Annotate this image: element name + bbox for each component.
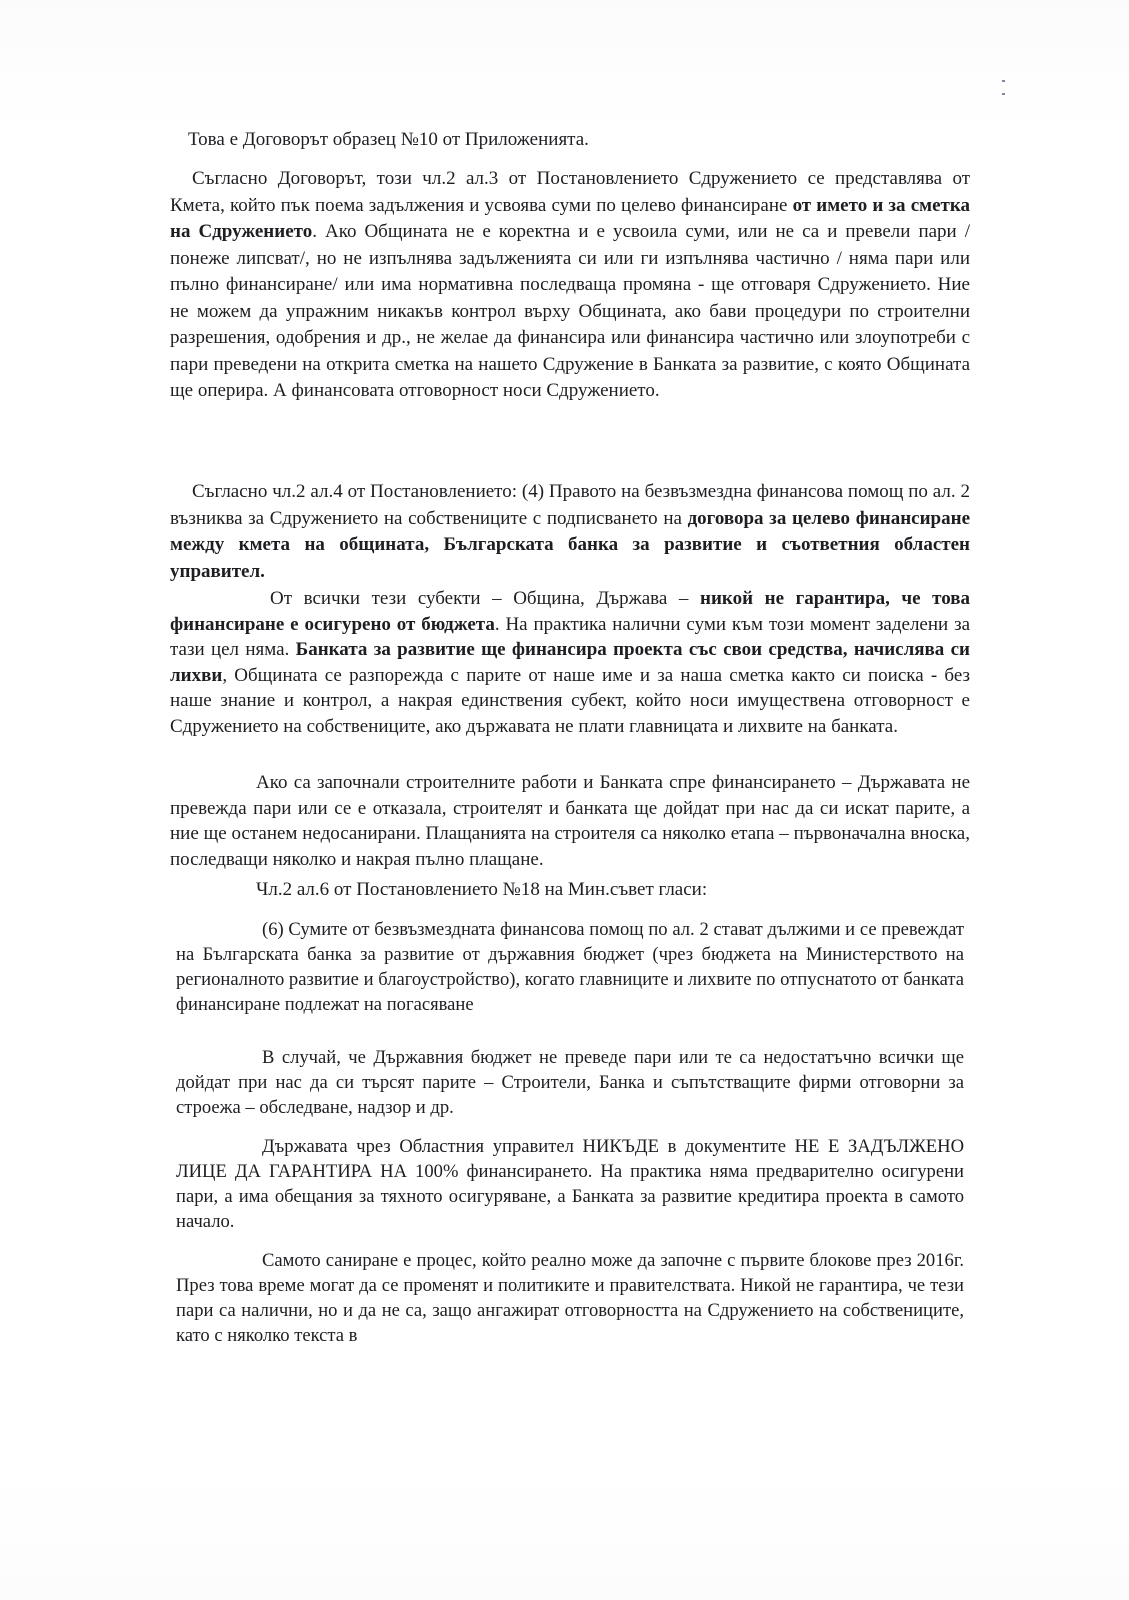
paragraph-article-4: Съгласно чл.2 ал.4 от Постановлението: (4) Правото на безвъзмездна финансова помощ по ал. 2 възниква за Сдружението на собствениците с подписването на договора за целево финансиране между кмета на общината, Българската банка за развитие и съответния областен управител.: [170, 481, 971, 582]
emphasis-text: никой не гарантира, че това финансиране е осигурено от бюджета: [170, 588, 970, 635]
paragraph-contract-article-3: Съгласно Договорът, този чл.2 ал.3 от Постановлението Сдружението се представлява от Кмета, който пък поема задължения и усвоява суми по целево финансиране от името и за сметка на Сдружението. Ако Общината не е коректна и е усвоила суми, или не са и превели пари /понеже липсват/, но не изпълнява задълженията си или ги изпълнява частично / няма пари или пълно финансиране/ или има нормативна последваща промяна - ще отговаря Сдружението. Ние не можем да упражним никакъв контрол върху Общината, ако бави процедури по строителни разрешения, одобрения и др., не желае да финансира или финансира частично или злоупотреби с пари преведени на открита сметка на нашето Сдружение в Банката за развитие, с която Общината ще оперира. А финансовата отговорност носи Сдружението.: [170, 168, 970, 401]
paragraph-renovation-process: Самото саниране е процес, който реално може да започне с първите блокове през 2016г. През това време могат да се променят и политиките и правителствата. Никой не гарантира, че тези пари са налични, но и да не са, защо ангажират отговорността на Сдружението на собствениците, като с няколко текста в: [176, 1250, 964, 1346]
paragraph-construction-works: Ако са започнали строителните работи и Банката спре финансирането – Държавата не превежда пари или се е отказала, строителят и банката ще дойдат при нас да си искат парите, а ние ще останем недосанирани. Плащанията на строителя са няколко етапа – първоначална вноска, последващи няколко и накрая пълно плащане.: [170, 772, 970, 870]
paragraph-state-budget: В случай, че Държавния бюджет не преведе пари или те са недостатъчно всички ще дойдат при нас да си търсят парите – Строители, Банка и съпътстващите фирми отговорни за строежа – обследване, надзор и др.: [176, 1047, 964, 1118]
intro-line: Това е Договорът образец №10 от Приложенията.: [188, 129, 589, 150]
paragraph-no-guarantee: От всички тези субекти – Община, Държава – никой не гарантира, че това финансиране е осигурено от бюджета. На практика налични суми към този момент заделени за тази цел няма. Банката за развитие ще финансира проекта със свои средства, начислява си лихви, Общината се разпорежда с парите от наше име и за наша сметка както си поиска - без наше знание и контрол, а накрая единствения субект, който носи имуществена отговорност е Сдружението на собствениците, ако държавата не плати главницата и лихвите на банката.: [170, 588, 971, 737]
emphasis-text: от името и за сметка на Сдружението: [170, 194, 970, 242]
paragraph-article-6-heading: Чл.2 ал.6 от Постановлението №18 на Мин.съвет гласи:: [256, 879, 708, 900]
emphasis-text: Банката за развитие ще финансира проекта със свои средства, начислява си лихви: [170, 639, 970, 686]
paragraph-regional-governor: Държавата чрез Областния управител НИКЪДЕ в документите НЕ Е ЗАДЪЛЖЕНО ЛИЦЕ ДА ГАРАНТИРА НА 100% финансирането. На практика няма предварително осигурени пари, а има обещания за тяхното осигуряване, а Банката за развитие кредитира проекта в самото начало.: [176, 1136, 964, 1232]
scan-speck: [1002, 93, 1005, 95]
emphasis-text: договора за целево финансиране между кмета на общината, Българската банка за развитие и съответния областен управител.: [170, 507, 971, 582]
paragraph-article-6-quote: (6) Сумите от безвъзмездната финансова помощ по ал. 2 стават дължими и се превеждат на Българската банка за развитие от държавния бюджет (чрез бюджета на Министерството на регионалното развитие и благоустройство), когато главниците и лихвите по отпуснатото от банката финансиране подлежат на погасяване: [176, 919, 964, 1015]
scan-speck: [1002, 80, 1005, 82]
